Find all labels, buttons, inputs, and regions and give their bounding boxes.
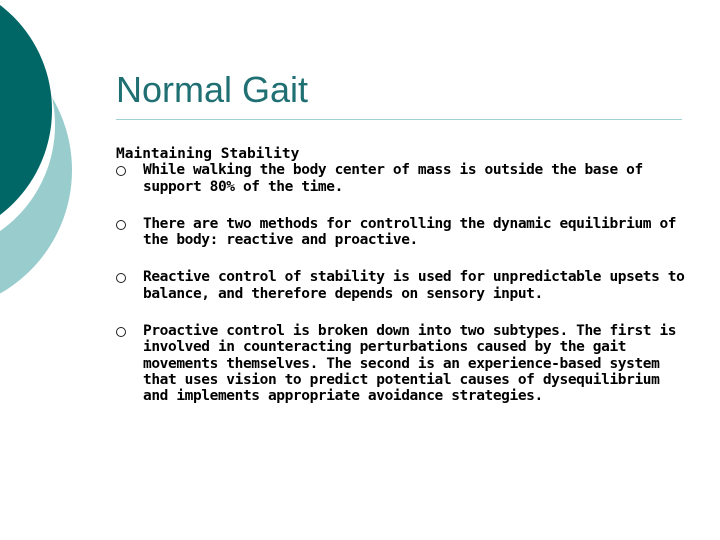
circle-bullet-icon <box>116 166 126 176</box>
circle-bullet-icon <box>116 273 126 283</box>
circle-bullet-icon <box>116 220 126 230</box>
list-item <box>116 269 686 302</box>
circle-bullet-icon <box>116 327 126 337</box>
title-divider <box>116 119 682 120</box>
list-item <box>116 162 686 195</box>
list-item <box>116 323 686 404</box>
bullet-text: There are two methods for controlling the dynamic equilibrium of the body: reactive and proactive. <box>143 215 677 249</box>
slide-body <box>116 146 686 426</box>
list-item <box>116 216 686 249</box>
bullet-text: While walking the body center of mass is outside the base of support 80% of the time. <box>143 162 643 195</box>
slide-title: Normal Gait <box>116 69 309 110</box>
bullet-text: Proactive control is broken down into two subtypes. The first is involved in counteracting perturbations caused by the gait movements themselves. The second is an experience-based system that uses vision to predict potential causes of dysequilibrium and implements appropriate avoidance strategies. <box>143 323 677 405</box>
bullet-text: Reactive control of stability is used for unpredictable upsets to balance, and therefore depends on sensory input. <box>143 269 685 302</box>
bullet-list <box>116 162 686 404</box>
section-heading: Maintaining Stability <box>116 146 300 162</box>
